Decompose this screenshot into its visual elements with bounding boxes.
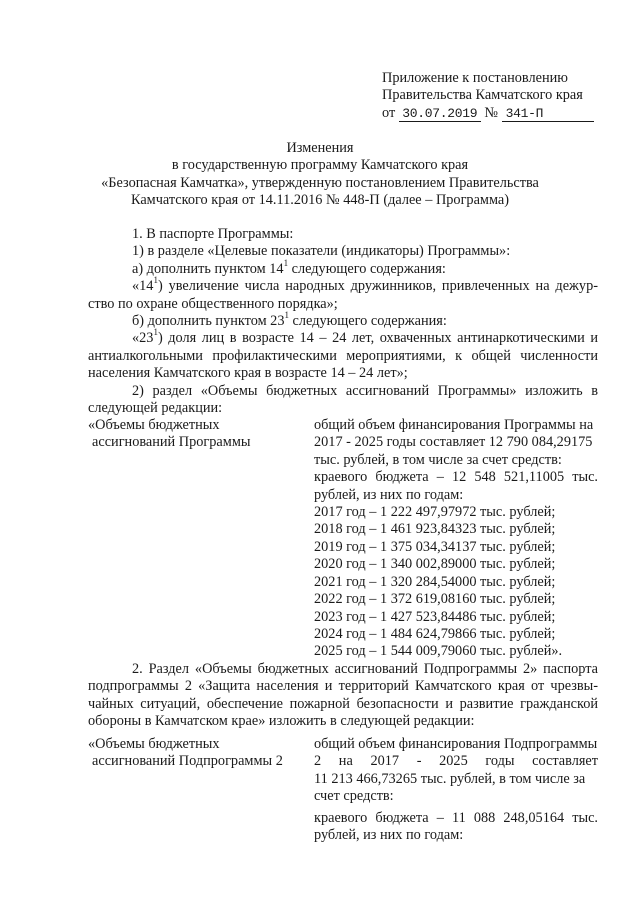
table-2-right-line-4: счет средств:	[314, 788, 394, 804]
quote-1-line-1	[88, 275, 598, 295]
quote-2-line-3: населения Камчатского края в возрасте 14 – 24 лет»;	[88, 365, 408, 381]
quote-2-line-1	[88, 327, 598, 347]
table-1-right-line-3: тыс. рублей, в том числе за счет средств:	[314, 452, 562, 468]
section-1-item-1a	[132, 258, 446, 278]
section-2-text: 2. Раздел «Объемы бюджетных ассигнований Подпрограммы 2» паспорта	[132, 661, 598, 677]
table-2-left-line-1: «Объемы бюджетных	[88, 736, 220, 752]
section-2-line-1	[88, 661, 598, 678]
table-1-left-line-2: ассигнований Программы	[92, 434, 251, 450]
section-1-item-1: 1) в разделе «Целевые показатели (индикаторы) Программы»:	[132, 243, 511, 259]
item-1a-text-post: следующего содержания:	[288, 261, 446, 277]
quote-1-sup: 1	[153, 275, 158, 286]
table-2-right-line-5: краевого бюджета – 11 088 248,05164 тыс.	[314, 810, 598, 826]
year-row-2024: 2024 год – 1 484 624,79866 тыс. рублей;	[314, 626, 556, 642]
year-row-2021: 2021 год – 1 320 284,54000 тыс. рублей;	[314, 574, 556, 590]
annex-number-label: №	[484, 105, 499, 121]
quote-2-line-2: антиалкогольными профилактическими мероприятиями, к общей численности	[88, 348, 598, 364]
annex-date: 30.07.2019	[399, 107, 481, 122]
table-2-left-line-2: ассигнований Подпрограммы 2	[92, 753, 283, 769]
title-line-2: в государственную программу Камчатского края	[171, 157, 469, 173]
annex-date-line	[382, 105, 594, 122]
section-1-item-2-line-1	[88, 383, 598, 400]
year-row-2025: 2025 год – 1 544 009,79060 тыс. рублей».	[314, 643, 563, 659]
title-line-3: «Безопасная Камчатка», утвержденную постановлением Правительства	[101, 175, 539, 191]
title-line-1: Изменения	[286, 140, 354, 156]
title-line-4: Камчатского края от 14.11.2016 № 448-П (далее – Программа)	[130, 192, 510, 208]
item-1a-sup: 1	[283, 258, 289, 269]
annex-line-2: Правительства Камчатского края	[382, 87, 583, 103]
table-1-right-line-5: рублей, из них по годам:	[314, 487, 464, 503]
section-1-item-2-line-2: следующей редакции:	[88, 400, 223, 416]
quote-1-line-2: ство по охране общественного порядка»;	[88, 296, 338, 312]
item-1b-text: б) дополнить пунктом 23	[132, 313, 285, 329]
year-row-2019: 2019 год – 1 375 034,34137 тыс. рублей;	[314, 539, 556, 555]
table-1-right-line-1: общий объем финансирования Программы на	[314, 417, 594, 433]
table-1-right-line-4: краевого бюджета – 12 548 521,11005 тыс.	[314, 469, 598, 485]
item-1b-text-post: следующего содержания:	[288, 313, 447, 329]
table-2-right-line-3: 11 213 466,73265 тыс. рублей, в том числе за	[314, 771, 586, 787]
section-1-heading: 1. В паспорте Программы:	[132, 226, 294, 242]
year-row-2018: 2018 год – 1 461 923,84323 тыс. рублей;	[314, 521, 556, 537]
table-1-left-line-1: «Объемы бюджетных	[88, 417, 220, 433]
year-row-2023: 2023 год – 1 427 523,84486 тыс. рублей;	[314, 609, 556, 625]
table-2-right-line-6: рублей, из них по годам:	[314, 827, 464, 843]
year-row-2017: 2017 год – 1 222 497,97972 тыс. рублей;	[314, 504, 556, 520]
item-2-text: 2) раздел «Объемы бюджетных ассигнований Программы» изложить в	[132, 383, 598, 399]
annex-line-1: Приложение к постановлению	[382, 70, 568, 86]
section-2-line-4: обороны в Камчатском крае» изложить в следующей редакции:	[88, 713, 475, 729]
table-2-right-line-2: 2 на 2017 - 2025 годы составляет	[314, 753, 598, 769]
table-1-right-line-2: 2017 - 2025 годы составляет 12 790 084,29175	[314, 434, 593, 450]
section-2-line-2: подпрограммы 2 «Защита населения и территорий Камчатского края от чрезвы-	[88, 678, 598, 694]
quote-2-text: «23	[132, 330, 154, 346]
quote-2-text-post: ) доля лиц в возрасте 14 – 24 лет, охваченных антинаркотическими и	[157, 330, 598, 346]
year-row-2020: 2020 год – 1 340 002,89000 тыс. рублей;	[314, 556, 556, 572]
annex-from-label: от	[382, 105, 396, 121]
quote-2-sup: 1	[153, 327, 158, 338]
quote-1-text: «14	[132, 278, 154, 294]
year-row-2022: 2022 год – 1 372 619,08160 тыс. рублей;	[314, 591, 556, 607]
item-1b-sup: 1	[284, 310, 289, 321]
quote-1-text-post: ) увеличение числа народных дружинников, привлеченных на дежур-	[157, 278, 598, 294]
section-2-line-3: чайных ситуаций, обеспечение пожарной безопасности и развитие гражданской	[88, 696, 598, 712]
annex-number: 341-П	[502, 107, 594, 122]
item-1a-text: а) дополнить пунктом 14	[132, 261, 284, 277]
table-2-right-line-1: общий объем финансирования Подпрограммы	[314, 736, 598, 752]
section-1-item-1b	[132, 310, 447, 330]
